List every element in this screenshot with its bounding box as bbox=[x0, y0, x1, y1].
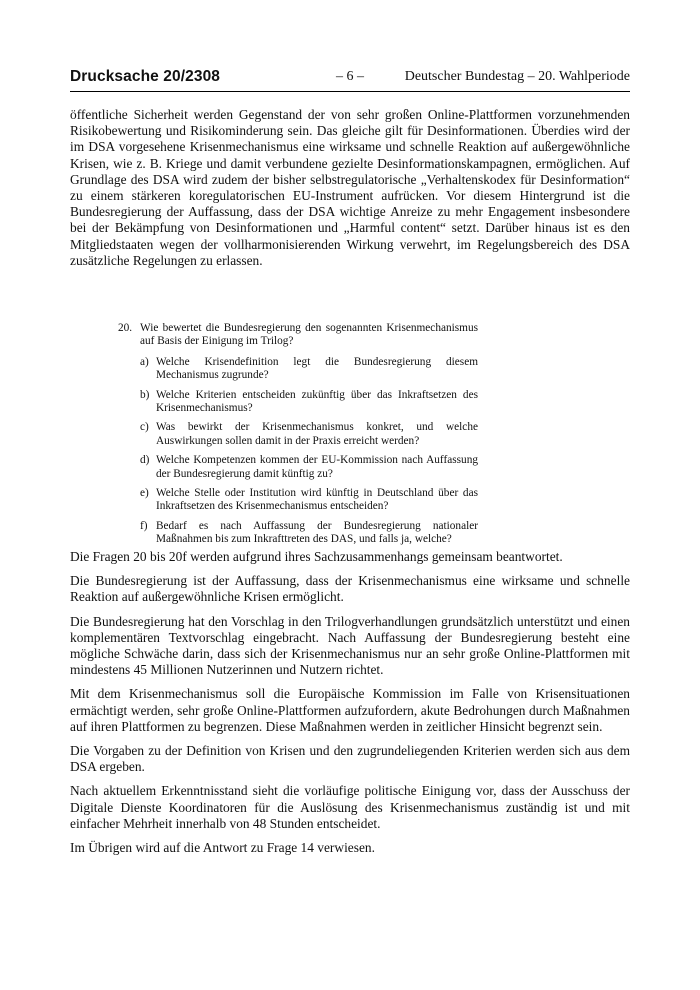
question-number: 20. bbox=[118, 322, 133, 334]
sub-question-text: Welche Stelle oder Institution wird künftig in Deutschland über das Inkraftsetzen des Krisenmechanismus entscheiden? bbox=[156, 487, 478, 513]
sub-question-text: Was bewirkt der Krisenmechanismus konkret, und welche Auswirkungen sollen damit in der Praxis erreicht werden? bbox=[156, 421, 478, 447]
sub-question bbox=[118, 487, 478, 514]
document-number: Drucksache 20/2308 bbox=[70, 68, 221, 85]
sub-question bbox=[118, 454, 478, 481]
sub-question-text: Welche Krisendefinition legt die Bundesregierung diesem Mechanismus zugrunde? bbox=[156, 355, 478, 382]
sub-question-text: Welche Kompetenzen kommen der EU-Kommission nach Auffassung der Bundesregierung damit künftig zu? bbox=[156, 454, 478, 480]
answer-paragraph: Mit dem Krisenmechanismus soll die Europäische Kommission im Falle von Krisensituationen ermächtigt werden, sehr große Online-Plattformen aufzufordern, akute Bedrohungen durch Maßnahmen auf ihren Plattformen zu begrenzen. Diese Maßnahmen werden in zeitlicher Hinsicht begrenzt sein. bbox=[70, 686, 630, 734]
publisher-label: Deutscher Bundestag – 20. Wahlperiode bbox=[404, 69, 630, 84]
sub-question-letter: d) bbox=[140, 454, 150, 467]
sub-question bbox=[118, 520, 478, 547]
answer-block bbox=[70, 549, 630, 864]
answer-paragraph: Im Übrigen wird auf die Antwort zu Frage 14 verwiesen. bbox=[70, 840, 375, 856]
sub-question-letter: e) bbox=[140, 487, 149, 500]
answer-paragraph: Die Fragen 20 bis 20f werden aufgrund ihres Sachzusammenhangs gemeinsam beantwortet. bbox=[70, 549, 563, 564]
answer-paragraph: Die Bundesregierung hat den Vorschlag in den Trilogverhandlungen grundsätzlich unterstützt und einen komplementären Textvorschlag eingebracht. Nach Auffassung der Bundesregierung besteht eine mögliche Schwäche darin, dass sich der Krisenmechanismus nur an sehr große Online-Plattformen mit mindestens 45 Millionen Nutzerinnen und Nutzern richtet. bbox=[70, 613, 630, 678]
question-block bbox=[118, 322, 478, 553]
sub-question bbox=[118, 389, 478, 416]
sub-question bbox=[118, 421, 478, 448]
sub-question-letter: a) bbox=[140, 355, 149, 368]
sub-question-letter: c) bbox=[140, 421, 149, 434]
answer-paragraph: Die Vorgaben zu der Definition von Krisen und den zugrundeliegenden Kriterien werden sich aus dem DSA ergeben. bbox=[70, 743, 630, 775]
intro-paragraph: öffentliche Sicherheit werden Gegenstand der von sehr großen Online-Plattformen vorzunehmenden Risikobewertung und Risikominderung sein. Das gleiche gilt für Desinformationen. Überdies wird der im DSA vorgesehene Krisenmechanismus eine wirksame und schnelle Reaktion auf außergewöhnliche Krisen, wie z. B. Kriege und damit verbundene gezielte Desinformationskampagnen, ermöglichen. Auf Grundlage des DSA wird zudem der bisher selbstregulatorische „Verhaltenskodex für Desinformation“ zu einem stärkeren koregulatorischen EU-Instrument aufrücken. Vor diesem Hintergrund ist die Bundesregierung der Auffassung, dass der DSA wichtige Anreize zu mehr Engagement insbesondere bei der Bekämpfung von Desinformationen und „Harmful content“ setzt. Darüber hinaus ist es den Mitgliedstaaten wegen der vollharmonisierenden Wirkung verwehrt, im Regelungsbereich des DSA zusätzliche Regelungen zu erlassen. bbox=[70, 107, 630, 268]
sub-question-text: Welche Kriterien entscheiden zukünftig über das Inkraftsetzen des Krisenmechanismus? bbox=[156, 388, 478, 415]
sub-question-text: Bedarf es nach Auffassung der Bundesregierung nationaler Maßnahmen bis zum Inkrafttreten des DAS, und falls ja, welche? bbox=[156, 519, 478, 546]
answer-paragraph: Nach aktuellem Erkenntnisstand sieht die vorläufige politische Einigung vor, dass der Ausschuss der Digitale Dienste Koordinatoren für die Auslösung des Krisenmechanismus zuständig ist und mit einfacher Mehrheit innerhalb von 48 Stunden entscheidet. bbox=[70, 783, 630, 831]
question-text: Wie bewertet die Bundesregierung den sogenannten Krisenmechanismus auf Basis der Einigung im Trilog? bbox=[140, 322, 478, 348]
page-number: – 6 – bbox=[336, 69, 364, 84]
sub-question bbox=[118, 356, 478, 383]
page-header bbox=[70, 68, 630, 90]
question-main bbox=[118, 322, 478, 349]
continued-answer bbox=[70, 107, 630, 277]
sub-question-letter: f) bbox=[140, 519, 148, 532]
header-rule bbox=[70, 91, 630, 92]
answer-paragraph: Die Bundesregierung ist der Auffassung, dass der Krisenmechanismus eine wirksame und schnelle Reaktion auf außergewöhnliche Krisen ermöglicht. bbox=[70, 573, 630, 605]
sub-question-letter: b) bbox=[140, 388, 150, 401]
